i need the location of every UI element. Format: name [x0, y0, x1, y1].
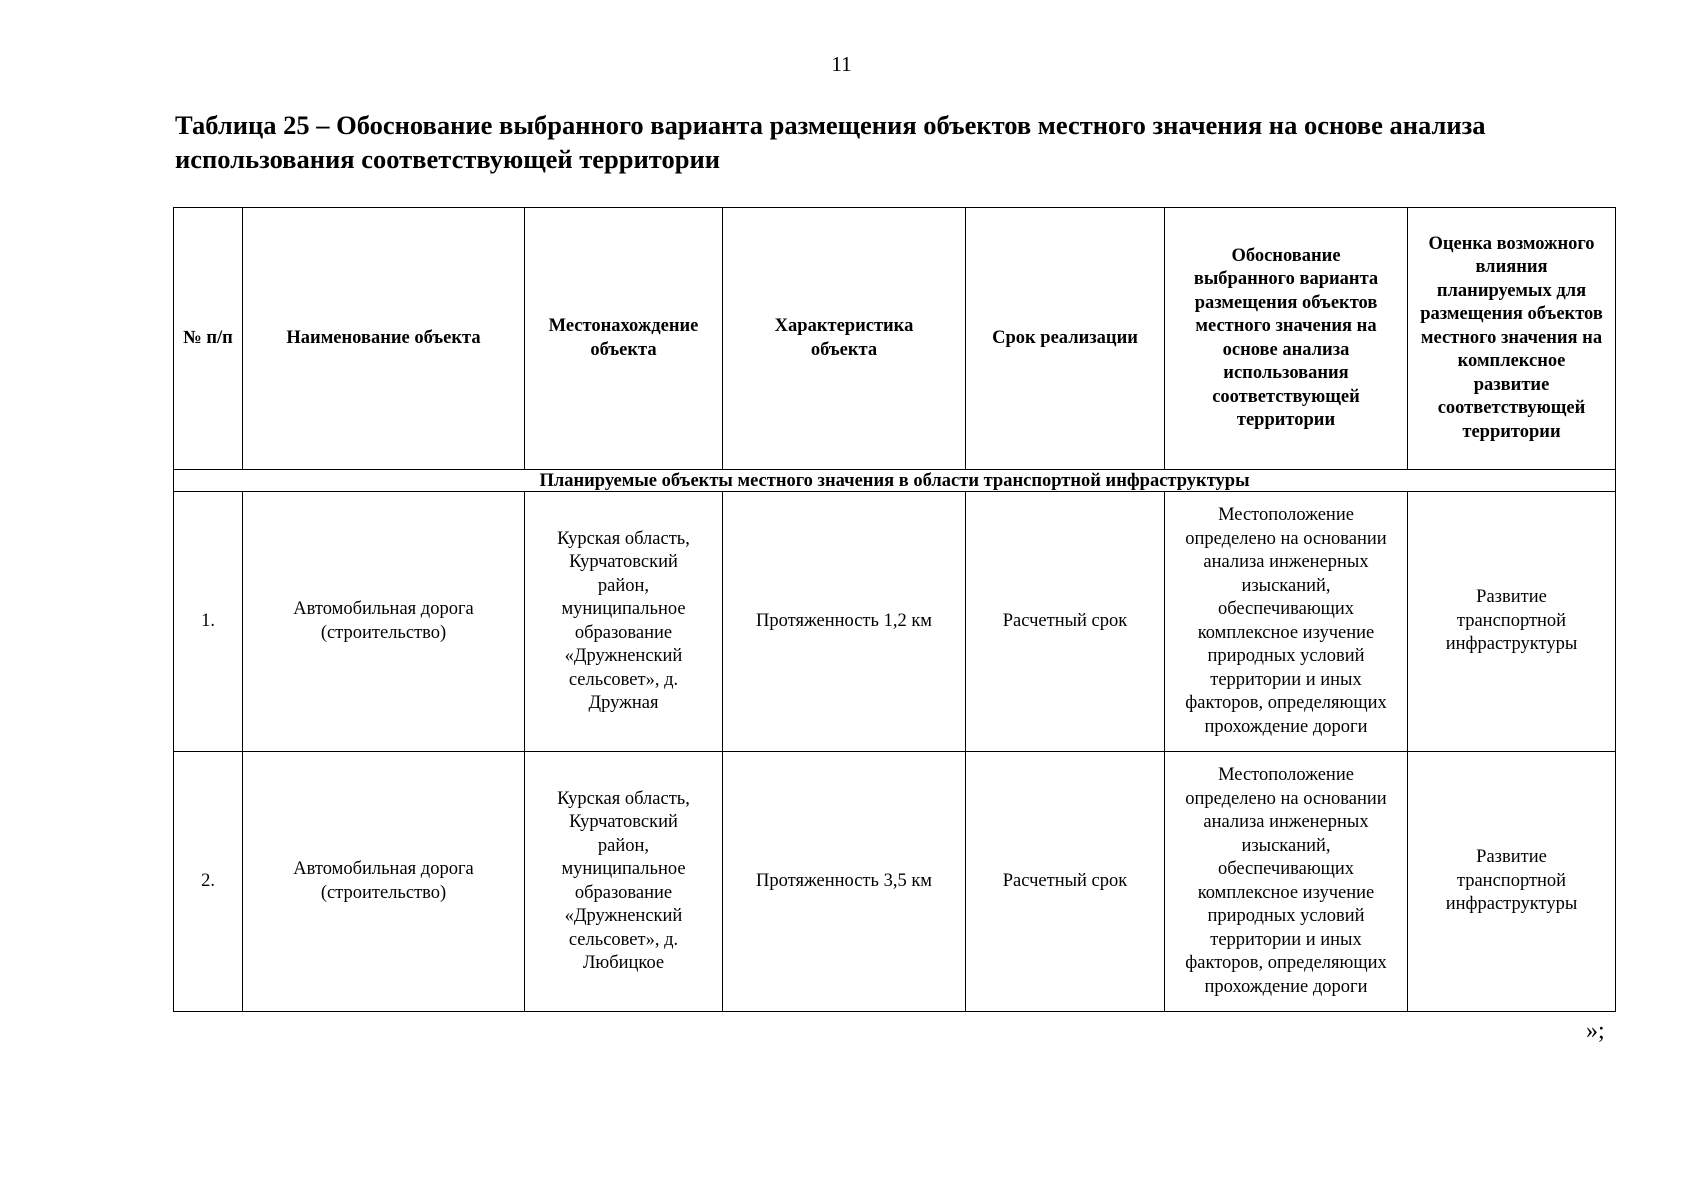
header-impact: Оценка возможного влияния планируемых для размещения объектов местного значения на комплексное развитие соответствующей территории [1408, 208, 1616, 470]
row-justification: Местоположение определено на основании анализа инженерных изысканий, обеспечивающих комплексное изучение природных условий территории и иных факторов, определяющих прохождение дороги [1165, 492, 1408, 752]
row-characteristic: Протяженность 3,5 км [723, 752, 966, 1012]
objects-table [173, 207, 1616, 1012]
section-title: Планируемые объекты местного значения в области транспортной инфраструктуры [174, 470, 1616, 492]
table-row [174, 492, 1616, 752]
row-characteristic: Протяженность 1,2 км [723, 492, 966, 752]
header-characteristic: Характеристика объекта [723, 208, 966, 470]
header-term: Срок реализации [966, 208, 1165, 470]
row-impact: Развитие транспортной инфраструктуры [1408, 752, 1616, 1012]
section-row [174, 470, 1616, 492]
table-header-row [174, 208, 1616, 470]
row-name: Автомобильная дорога (строительство) [243, 752, 525, 1012]
row-impact: Развитие транспортной инфраструктуры [1408, 492, 1616, 752]
row-name: Автомобильная дорога (строительство) [243, 492, 525, 752]
header-name: Наименование объекта [243, 208, 525, 470]
table-row [174, 752, 1616, 1012]
row-term: Расчетный срок [966, 752, 1165, 1012]
row-number: 1. [174, 492, 243, 752]
row-term: Расчетный срок [966, 492, 1165, 752]
page-number: 11 [831, 52, 852, 76]
row-location: Курская область, Курчатовский район, муниципальное образование «Дружненский сельсовет», д. Дружная [525, 492, 723, 752]
row-location: Курская область, Курчатовский район, муниципальное образование «Дружненский сельсовет», д. Любицкое [525, 752, 723, 1012]
header-number: № п/п [174, 208, 243, 470]
closing-quote-mark: »; [1586, 1018, 1605, 1044]
header-justification: Обоснование выбранного варианта размещения объектов местного значения на основе анализа использования соответствующей территории [1165, 208, 1408, 470]
header-location: Местонахождение объекта [525, 208, 723, 470]
table-title: Таблица 25 – Обоснование выбранного варианта размещения объектов местного значения на основе анализа использования соответствующей территории [175, 110, 1486, 174]
row-justification: Местоположение определено на основании анализа инженерных изысканий, обеспечивающих комплексное изучение природных условий территории и иных факторов, определяющих прохождение дороги [1165, 752, 1408, 1012]
row-number: 2. [174, 752, 243, 1012]
